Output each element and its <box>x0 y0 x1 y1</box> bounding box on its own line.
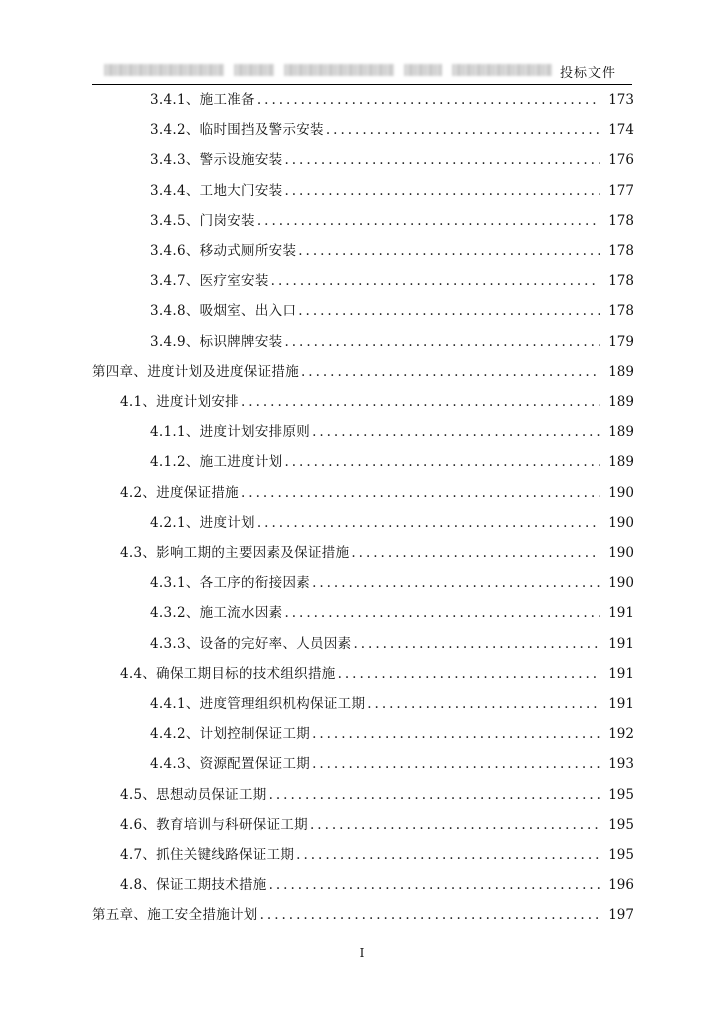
toc-entry-title: 3.4.7、医疗室安装 <box>150 273 269 290</box>
toc-dot-leader <box>351 545 600 561</box>
toc-entry-title: 4.3.1、各工序的衔接因素 <box>150 575 311 592</box>
toc-entry-title: 3.4.6、移动式厕所安装 <box>150 243 297 259</box>
toc-entry[interactable] <box>150 722 634 746</box>
toc-entry-page: 178 <box>608 212 634 229</box>
toc-entry[interactable] <box>120 390 634 414</box>
toc-entry-title: 4.4.1、进度管理组织机构保证工期 <box>150 696 366 712</box>
page-header <box>92 58 632 85</box>
header-title: 投标文件 <box>559 66 616 81</box>
redacted-project-name <box>104 64 552 76</box>
toc-entry-title: 4.2、进度保证措施 <box>120 484 239 501</box>
toc-dot-leader <box>284 334 600 350</box>
toc-entry-page: 190 <box>608 484 634 501</box>
toc-entry-page: 189 <box>608 454 634 471</box>
toc-entry[interactable] <box>120 843 634 867</box>
toc-entry-title: 4.3、影响工期的主要因素及保证措施 <box>120 545 350 561</box>
toc-dot-leader <box>257 515 600 531</box>
toc-dot-leader <box>312 756 600 772</box>
toc-entry-page: 177 <box>608 182 634 199</box>
toc-entry-page: 189 <box>608 394 634 410</box>
toc-dot-leader <box>241 394 600 410</box>
toc-entry-page: 193 <box>608 756 634 773</box>
toc-entry-title: 4.3.2、施工流水因素 <box>150 605 283 622</box>
toc-entry-page: 195 <box>608 786 634 803</box>
toc-dot-leader <box>353 636 600 652</box>
toc-dot-leader <box>241 485 600 501</box>
toc-entry[interactable] <box>150 299 634 323</box>
toc-entry-title: 4.3.3、设备的完好率、人员因素 <box>150 635 352 652</box>
toc-entry[interactable] <box>150 148 634 172</box>
toc-entry[interactable] <box>150 752 634 776</box>
toc-entry[interactable] <box>150 420 634 444</box>
toc-entry[interactable] <box>150 571 634 595</box>
toc-entry-page: 191 <box>608 665 634 682</box>
toc-dot-leader <box>296 847 600 863</box>
toc-entry-title: 4.8、保证工期技术措施 <box>120 877 267 894</box>
toc-dot-leader <box>298 243 600 259</box>
toc-dot-leader <box>312 726 600 742</box>
toc-dot-leader <box>312 424 600 440</box>
toc-dot-leader <box>301 364 600 380</box>
toc-entry-page: 173 <box>608 92 634 108</box>
toc-entry-title: 4.5、思想动员保证工期 <box>120 786 267 803</box>
toc-entry[interactable] <box>120 783 634 807</box>
toc-dot-leader <box>326 122 600 138</box>
toc-entry-title: 3.4.2、临时围挡及警示安装 <box>150 122 324 139</box>
footer-page-number: I <box>359 946 365 960</box>
toc-dot-leader <box>284 454 600 470</box>
toc-dot-leader <box>260 907 600 923</box>
toc-entry[interactable] <box>150 330 634 354</box>
toc-entry[interactable] <box>150 239 634 263</box>
toc-dot-leader <box>269 877 600 893</box>
toc-entry[interactable] <box>150 450 634 474</box>
toc-dot-leader <box>284 605 600 621</box>
toc-entry[interactable] <box>150 209 634 233</box>
toc-entry-title: 4.1、进度计划安排 <box>120 394 239 410</box>
toc-entry[interactable] <box>150 632 634 656</box>
toc-dot-leader <box>257 92 600 108</box>
toc-entry[interactable] <box>92 360 634 384</box>
toc-entry-page: 178 <box>608 243 634 259</box>
toc-dot-leader <box>338 666 600 682</box>
toc-entry-title: 3.4.5、门岗安装 <box>150 212 255 229</box>
toc-entry-page: 195 <box>608 816 634 833</box>
toc-entry-page: 178 <box>608 273 634 290</box>
toc-entry-page: 179 <box>608 333 634 350</box>
toc-entry-title: 3.4.4、工地大门安装 <box>150 182 283 199</box>
toc-entry-page: 190 <box>608 545 634 561</box>
toc-entry[interactable] <box>92 903 634 927</box>
toc-entry[interactable] <box>150 269 634 293</box>
toc-dot-leader <box>284 152 600 168</box>
toc-dot-leader <box>298 303 600 319</box>
toc-dot-leader <box>312 575 600 591</box>
toc-entry-page: 189 <box>608 424 634 441</box>
toc-entry-page: 189 <box>608 363 634 380</box>
toc-entry[interactable] <box>150 88 634 112</box>
toc-entry[interactable] <box>150 179 634 203</box>
toc-entry-title: 3.4.9、标识牌牌安装 <box>150 333 283 350</box>
toc-entry-page: 195 <box>608 847 634 863</box>
toc-dot-leader <box>310 817 600 833</box>
toc-entry-page: 191 <box>608 605 634 622</box>
toc-entry-title: 3.4.3、警示设施安装 <box>150 152 283 169</box>
toc-entry-page: 191 <box>608 635 634 652</box>
toc-entry[interactable] <box>150 511 634 535</box>
toc-dot-leader <box>271 273 600 289</box>
toc-entry-title: 4.1.2、施工进度计划 <box>150 454 283 471</box>
toc-entry-title: 第四章、进度计划及进度保证措施 <box>92 363 299 380</box>
toc-dot-leader <box>284 183 600 199</box>
toc-entry-page: 197 <box>608 907 634 924</box>
toc-entry-page: 176 <box>608 152 634 169</box>
toc-entry-page: 196 <box>608 877 634 894</box>
toc-entry[interactable] <box>120 541 634 565</box>
toc-dot-leader <box>257 213 600 229</box>
toc-entry[interactable] <box>150 118 634 142</box>
toc-entry-title: 4.4、确保工期目标的技术组织措施 <box>120 665 336 682</box>
toc-entry-title: 4.2.1、进度计划 <box>150 514 255 531</box>
toc-entry-title: 4.4.3、资源配置保证工期 <box>150 756 311 773</box>
toc-entry-title: 4.4.2、计划控制保证工期 <box>150 726 311 743</box>
toc-entry-title: 4.6、教育培训与科研保证工期 <box>120 816 308 833</box>
toc-dot-leader <box>269 787 600 803</box>
toc-entry-page: 178 <box>608 303 634 320</box>
toc-entry-page: 174 <box>608 122 634 139</box>
toc-entry[interactable] <box>120 873 634 897</box>
toc-entry-title: 4.7、抓住关键线路保证工期 <box>120 847 295 863</box>
toc-entry[interactable] <box>120 813 634 837</box>
toc-entry-title: 3.4.8、吸烟室、出入口 <box>150 303 297 320</box>
toc-entry-page: 190 <box>608 514 634 531</box>
toc-entry[interactable] <box>120 481 634 505</box>
toc-entry-title: 4.1.1、进度计划安排原则 <box>150 424 311 441</box>
toc-entry-page: 191 <box>608 696 634 712</box>
toc-entry-title: 第五章、施工安全措施计划 <box>92 907 258 924</box>
toc-entry[interactable] <box>150 601 634 625</box>
toc-entry[interactable] <box>150 692 634 716</box>
toc-entry-title: 3.4.1、施工准备 <box>150 92 255 108</box>
toc-dot-leader <box>367 696 600 712</box>
toc-entry-page: 192 <box>608 726 634 743</box>
toc-entry-page: 190 <box>608 575 634 592</box>
toc-entry[interactable] <box>120 662 634 686</box>
